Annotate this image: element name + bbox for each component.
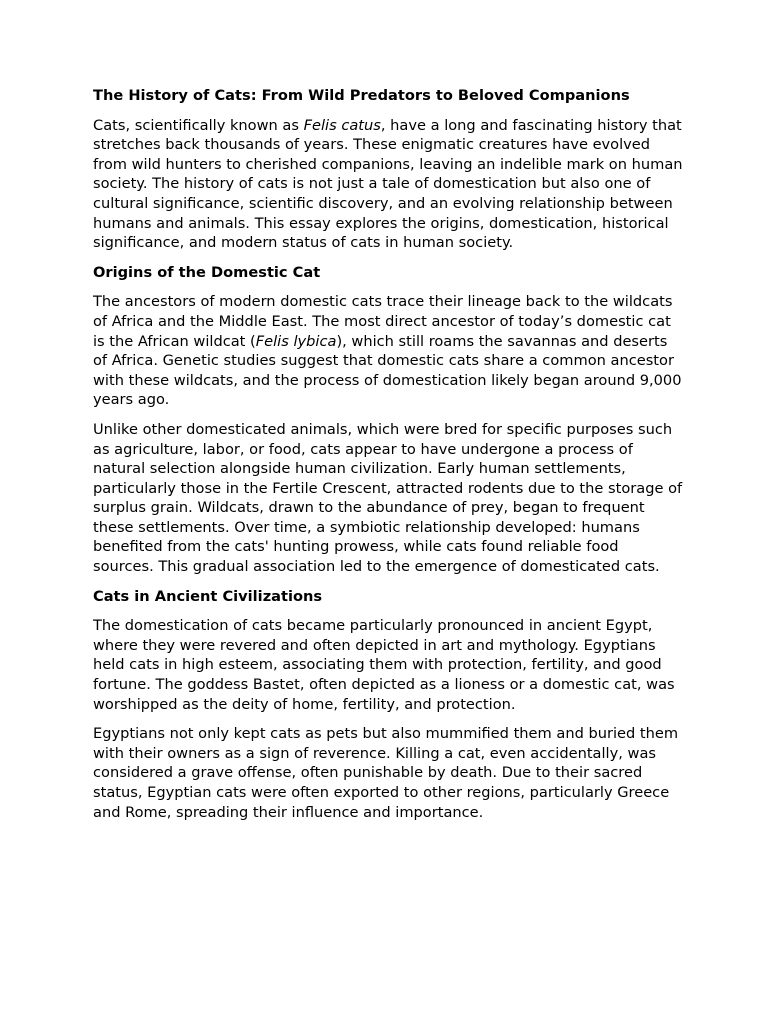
origins-paragraph-2: Unlike other domesticated animals, which were bred for specific purposes such as agriculture, labor, or food, cats appear to have undergone a process of natural selection alongside human civilization. Early human settlements, particularly those in the Fertile Crescent, attracted rodents due to the storage of surplus grain. Wildcats, drawn to the abundance of prey, began to frequent these settlements. Over time, a symbiotic relationship developed: humans benefited from the cats' hunting prowess, while cats found reliable food sources. This gradual association led to the emergence of domesticated cats. <box>93 420 683 576</box>
ancient-paragraph-1: The domestication of cats became particularly pronounced in ancient Egypt, where they were revered and often depicted in art and mythology. Egyptians held cats in high esteem, associating them with protection, fertility, and good fortune. The goddess Bastet, often depicted as a lioness or a domestic cat, was worshipped as the deity of home, fertility, and protection. <box>93 617 675 713</box>
section-heading-origins: Origins of the Domestic Cat <box>93 263 321 281</box>
origins-p1-italic-term: Felis lybica <box>255 332 337 350</box>
origins-p1-text-2: ), which still roams the savannas and deserts of Africa. Genetic studies suggest that domestic cats share a common ancestor with these wildcats, and the process of domestication likely began around 9,000 years ago. <box>93 332 682 409</box>
intro-text-1: Cats, scientifically known as <box>93 116 304 134</box>
ancient-paragraph-2: Egyptians not only kept cats as pets but also mummified them and buried them with their owners as a sign of reverence. Killing a cat, even accidentally, was considered a grave offense, often punishable by death. Due to their sacred status, Egyptian cats were often exported to other regions, particularly Greece and Rome, spreading their influence and importance. <box>93 725 679 821</box>
origins-paragraph-1 <box>93 292 683 410</box>
section-heading-ancient-civilizations: Cats in Ancient Civilizations <box>93 587 323 605</box>
intro-text-2: , have a long and fascinating history that stretches back thousands of years. These enigmatic creatures have evolved from wild hunters to cherished companions, leaving an indelible mark on human society. The history of cats is not just a tale of domestication but also one of cultural significance, scientific discovery, and an evolving relationship between humans and animals. This essay explores the origins, domestication, historical significance, and modern status of cats in human society. <box>93 116 683 252</box>
document-page <box>93 86 683 832</box>
document-title: The History of Cats: From Wild Predators to Beloved Companions <box>93 87 630 104</box>
origins-p1-text-1: The ancestors of modern domestic cats trace their lineage back to the wildcats of Africa and the Middle East. The most direct ancestor of today’s domestic cat is the African wildcat ( <box>93 293 673 350</box>
intro-paragraph <box>93 116 683 253</box>
intro-italic-term: Felis catus <box>303 116 381 134</box>
